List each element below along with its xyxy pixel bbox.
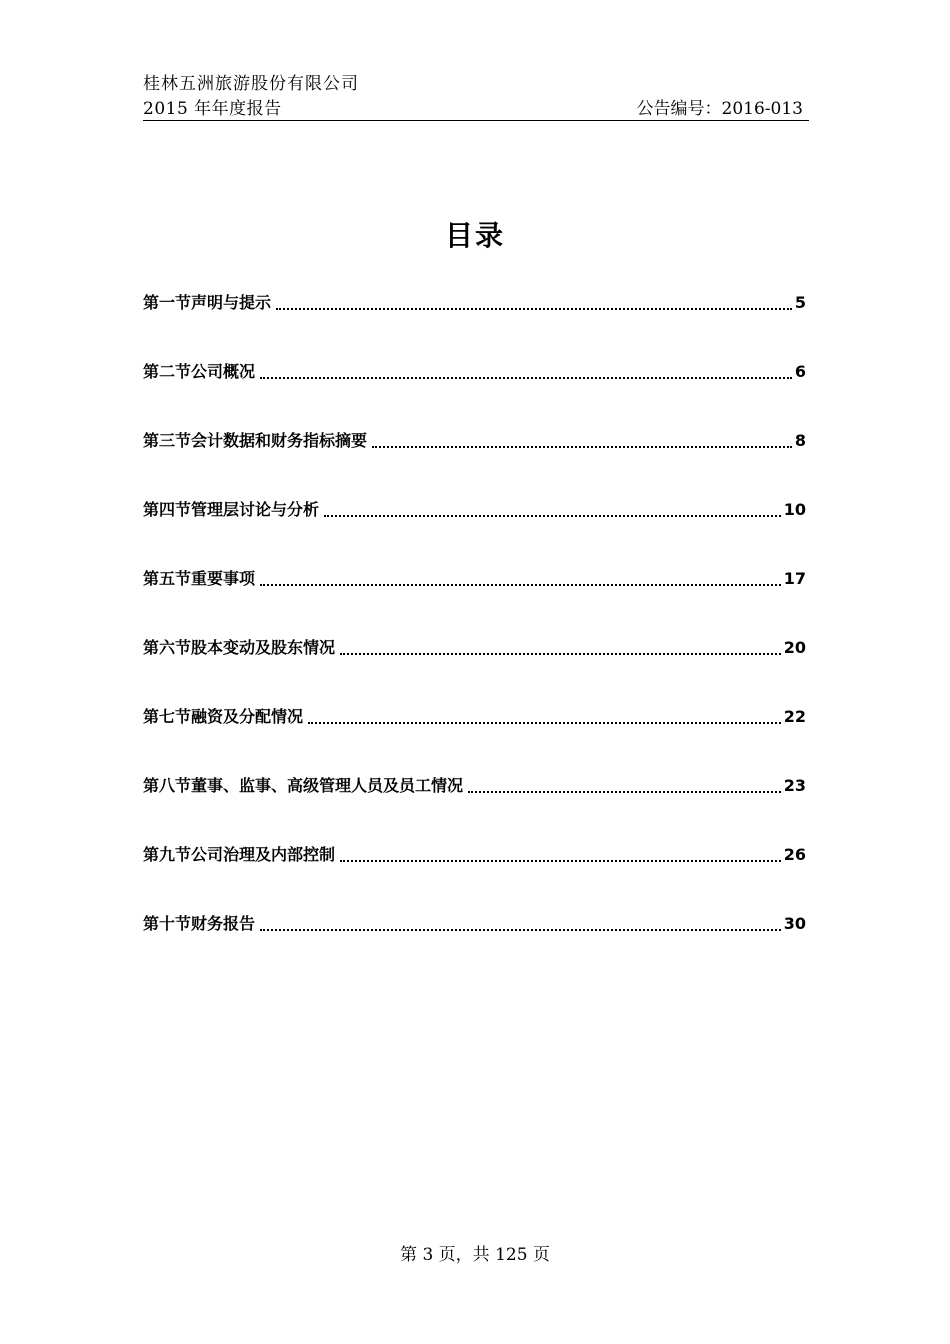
dot-leader xyxy=(340,635,781,655)
page-header xyxy=(143,66,809,121)
toc-item-page: 10 xyxy=(783,500,806,519)
dot-leader xyxy=(276,290,792,310)
toc-item-label: 第一节声明与提示 xyxy=(143,293,272,312)
toc-item-label: 第七节融资及分配情况 xyxy=(143,707,304,726)
toc-item-page: 26 xyxy=(783,845,806,864)
dot-leader xyxy=(260,566,781,586)
toc-item-section-1[interactable] xyxy=(143,290,806,359)
dot-leader xyxy=(260,359,792,379)
toc-item-label: 第五节重要事项 xyxy=(143,569,256,588)
toc-item-section-6[interactable] xyxy=(143,635,806,704)
toc-item-label: 第四节管理层讨论与分析 xyxy=(143,500,320,519)
company-name: 桂林五洲旅游股份有限公司 xyxy=(143,74,359,94)
toc-item-label: 第十节财务报告 xyxy=(143,914,256,933)
toc-item-label: 第三节会计数据和财务指标摘要 xyxy=(143,431,368,450)
toc-item-label: 第六节股本变动及股东情况 xyxy=(143,638,336,657)
toc-item-page: 22 xyxy=(783,707,806,726)
toc-item-section-3[interactable] xyxy=(143,428,806,497)
toc-item-label: 第八节董事、监事、高级管理人员及员工情况 xyxy=(143,776,464,795)
toc-item-section-2[interactable] xyxy=(143,359,806,428)
toc-title: 目录 xyxy=(444,219,505,252)
toc-item-page: 23 xyxy=(783,776,806,795)
dot-leader xyxy=(308,704,781,724)
dot-leader xyxy=(372,428,792,448)
dot-leader xyxy=(324,497,781,517)
toc-item-page: 20 xyxy=(783,638,806,657)
toc-item-section-10[interactable] xyxy=(143,911,806,980)
table-of-contents xyxy=(143,290,806,980)
toc-item-page: 8 xyxy=(794,431,806,450)
toc-item-section-9[interactable] xyxy=(143,842,806,911)
dot-leader xyxy=(340,842,781,862)
page-footer: 第 3 页，共 125 页 xyxy=(400,1245,550,1265)
report-year: 2015 年年度报告 xyxy=(143,99,282,119)
toc-item-section-5[interactable] xyxy=(143,566,806,635)
toc-item-section-7[interactable] xyxy=(143,704,806,773)
toc-item-section-4[interactable] xyxy=(143,497,806,566)
dot-leader xyxy=(468,773,781,793)
notice-number: 公告编号：2016-013 xyxy=(636,99,803,119)
toc-item-label: 第二节公司概况 xyxy=(143,362,256,381)
toc-item-page: 6 xyxy=(794,362,806,381)
dot-leader xyxy=(260,911,781,931)
toc-item-page: 17 xyxy=(783,569,806,588)
toc-item-label: 第九节公司治理及内部控制 xyxy=(143,845,336,864)
toc-item-page: 5 xyxy=(794,293,806,312)
toc-item-page: 30 xyxy=(783,914,806,933)
toc-item-section-8[interactable] xyxy=(143,773,806,842)
